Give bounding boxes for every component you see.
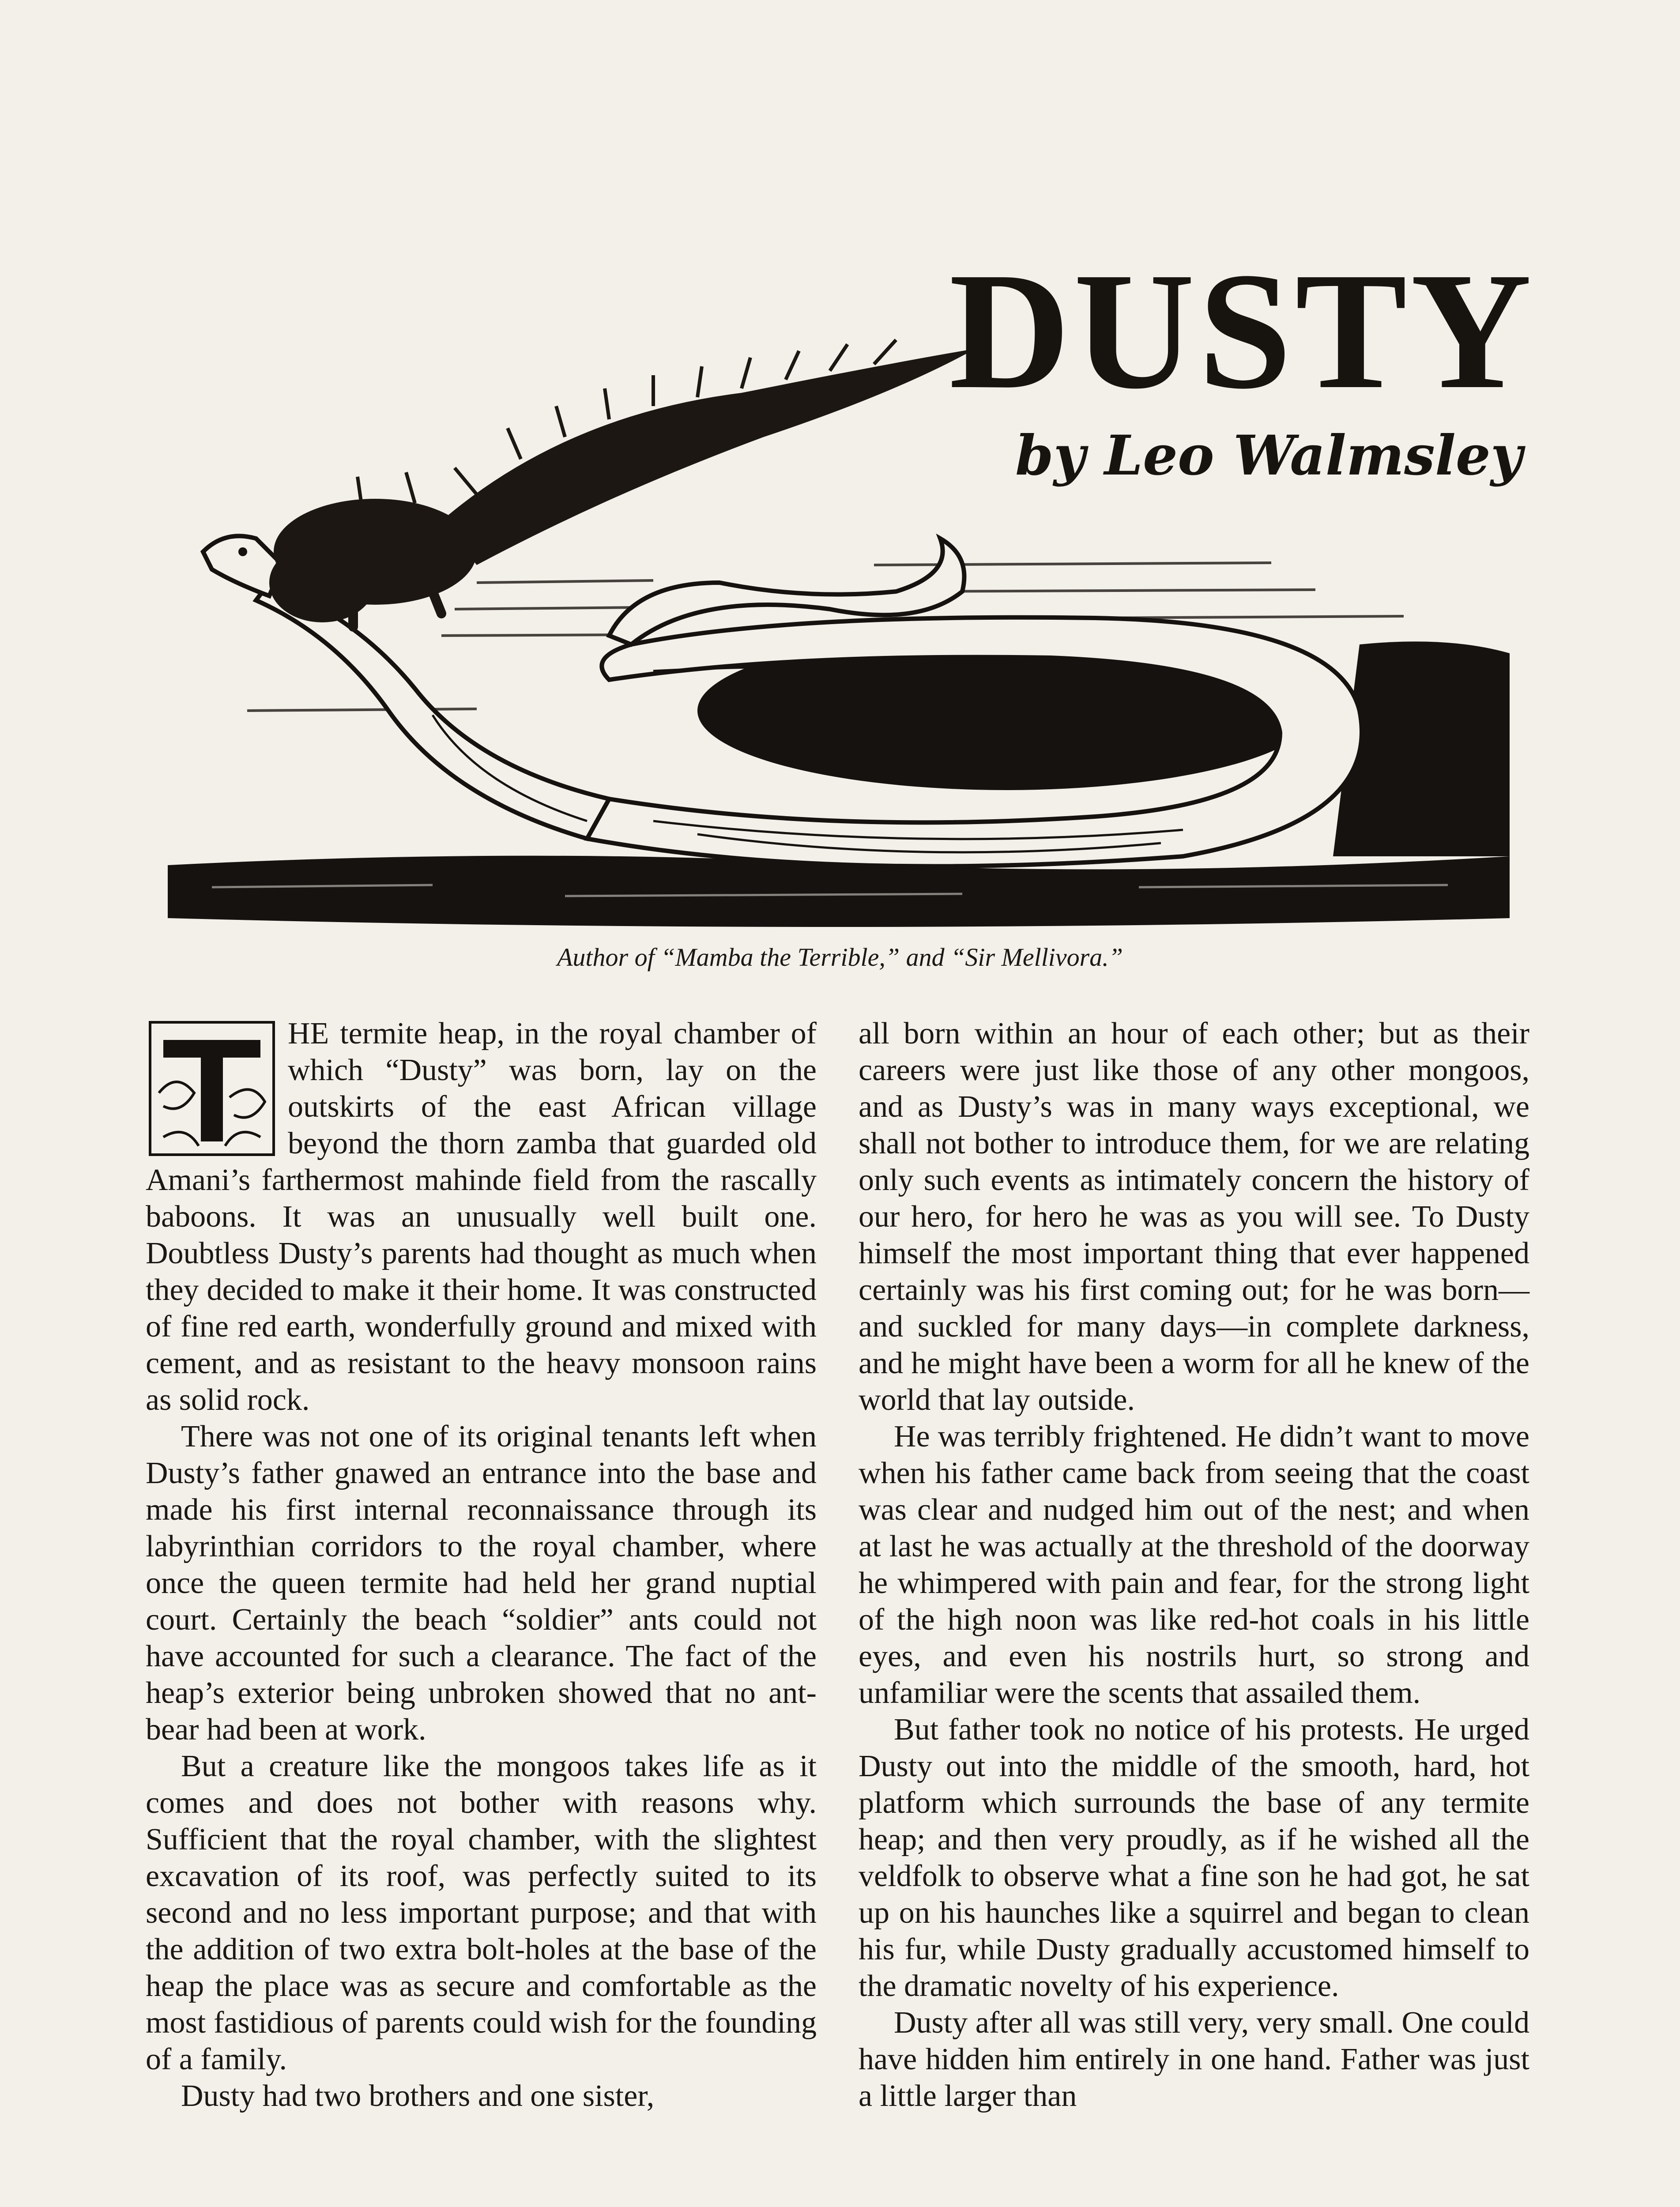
paragraph: But a creature like the mongoos takes life as it comes and does not bother with reasons why. Sufficient that the royal chamber, with the slightest excavation of its roof, was perfectly suited to its second and no less important purpose; and that with the addition of two extra bolt-holes at the base of the heap the place was as secure and comfortable as the most fastidious of parents could wish for the founding of a family. bbox=[146, 1749, 817, 2076]
paragraph: He was terribly frightened. He didn’t want to move when his father came back from seeing that the coast was clear and nudged him out of the nest; and when at last he was actually at the threshold of the doorway he whimpered with pain and fear, for the strong light of the high noon was like red-hot coals in his little eyes, and even his nostrils hurt, so strong and unfamiliar were the scents that assailed them. bbox=[859, 1420, 1529, 1710]
paragraph: HE termite heap, in the royal chamber of which “Dusty” was born, lay on the outskirts of the east African village beyond the thorn zamba that guarded old Amani’s farthermost mahinde field from the rascally baboons. It was an unusually well built one. Doubtless Dusty’s parents had thought as much when they decided to make it their home. It was constructed of fine red earth, wonderfully ground and mixed with cement, and as resistant to the heavy monsoon rains as solid rock. bbox=[146, 1017, 817, 1417]
paragraph: Dusty after all was still very, very small. One could have hidden him entirely in one hand. Father was just a little larger than bbox=[859, 2006, 1529, 2113]
paragraph: all born within an hour of each other; but as their careers were just like those of any other mongoos, and as Dusty’s was in many ways exceptional, we shall not bother to introduce them, for we are relating only such events as intimately concern the history of our hero, for hero he was as you will see. To Dusty himself the most important thing that ever happened certainly was his first coming out; for he was born—and suckled for many days—in complete darkness, and he might have been a worm for all he knew of the world that lay outside. bbox=[859, 1017, 1529, 1417]
ornamental-letter-t-icon bbox=[146, 1018, 278, 1159]
story-byline: by Leo Walmsley bbox=[1015, 424, 1522, 488]
right-text-column bbox=[859, 1015, 1529, 2114]
paragraph: Dusty had two brothers and one sister, bbox=[181, 2079, 655, 2113]
story-title: DUSTY bbox=[949, 238, 1536, 424]
paragraph: There was not one of its original tenants left when Dusty’s father gnawed an entrance into the base and made his first internal reconnaissance through its labyrinthian corridors to the royal chamber, where once the queen termite had held her grand nuptial court. Certainly the beach “soldier” ants could not have accounted for such a clearance. The fact of the heap’s exterior being unbroken showed that no ant-bear had been at work. bbox=[146, 1420, 817, 1747]
paragraph: But father took no notice of his protests. He urged Dusty out into the middle of the smooth, hard, hot platform which surrounds the base of any termite heap; and then very proudly, as if he wished all the veldfolk to observe what a fine son he had got, he sat up on his haunches like a squirrel and began to clean his fur, while Dusty gradually accustomed himself to the dramatic novelty of his experience. bbox=[859, 1713, 1529, 2003]
illustration-caption: Author of “Mamba the Terrible,” and “Sir Mellivora.” bbox=[557, 943, 1123, 972]
left-text-column bbox=[146, 1015, 817, 2114]
